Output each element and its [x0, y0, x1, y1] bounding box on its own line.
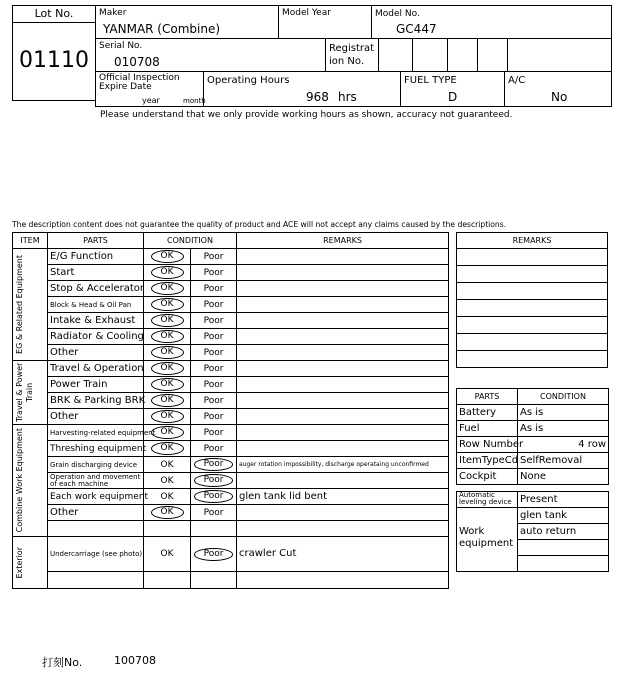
cockpit-value: None	[518, 469, 609, 485]
condition-ok-circled: OK	[151, 362, 184, 375]
part-label: Other	[48, 345, 144, 361]
item-type-label: ItemTypeCd	[457, 453, 518, 469]
maker-label: Maker	[99, 8, 127, 18]
ok-cell: OK	[144, 537, 191, 572]
poor-cell: Poor	[191, 329, 237, 345]
work-equipment-value	[518, 556, 609, 572]
year-label: year	[142, 96, 160, 105]
part-label: Travel & Operation	[48, 361, 144, 377]
month-label: month	[183, 97, 206, 105]
model-no-box	[371, 5, 612, 39]
part-label: Undercarriage (see photo)	[48, 537, 144, 572]
ok-cell	[144, 345, 191, 361]
part-label: Grain discharging device	[48, 457, 144, 473]
condition-poor-circled: Poor	[194, 458, 234, 471]
auto-leveling-value: Present	[518, 492, 609, 508]
part-label: Threshing equipment	[48, 441, 144, 457]
remark-cell	[237, 281, 449, 297]
poor-cell: Poor	[191, 425, 237, 441]
registration-cell-3	[447, 38, 478, 72]
inspection-label-2: Expire Date	[99, 82, 152, 92]
registration-cell-2	[412, 38, 448, 72]
ok-cell	[144, 409, 191, 425]
remark-cell: auger rotation impossibility, discharge operataing unconfirmed	[237, 457, 449, 473]
item-header: ITEM	[13, 233, 48, 249]
ok-cell	[144, 297, 191, 313]
part-label: Radiator & Cooling	[48, 329, 144, 345]
condition-header: CONDITION	[144, 233, 237, 249]
model-no-value: GC447	[396, 22, 437, 36]
ok-cell	[144, 249, 191, 265]
lot-label: Lot No.	[13, 6, 95, 23]
right-remark-row	[457, 266, 608, 283]
battery-value: As is	[518, 405, 609, 421]
condition-ok-circled: OK	[151, 282, 184, 295]
operating-hours-label: Operating Hours	[207, 75, 290, 86]
condition-poor-circled: Poor	[194, 490, 234, 503]
condition-poor-circled: Poor	[194, 474, 234, 487]
fuel-value: As is	[518, 421, 609, 437]
work-equipment-value: glen tank	[518, 508, 609, 524]
poor-cell	[191, 457, 237, 473]
auto-leveling-label: Automatic leveling device	[457, 492, 518, 508]
ok-cell	[144, 393, 191, 409]
part-label: BRK & Parking BRK	[48, 393, 144, 409]
cockpit-label: Cockpit	[457, 469, 518, 485]
fuel-type-box	[400, 71, 505, 107]
condition-ok-circled: OK	[151, 346, 184, 359]
poor-cell: Poor	[191, 505, 237, 521]
right-remark-row	[457, 351, 608, 368]
ok-cell	[144, 265, 191, 281]
ok-cell	[144, 313, 191, 329]
hours-unit: hrs	[338, 90, 357, 104]
model-year-label: Model Year	[282, 8, 331, 18]
part-label: Block & Head & Oil Pan	[48, 297, 144, 313]
right-remark-row	[457, 283, 608, 300]
ok-cell	[144, 572, 191, 589]
right-remark-row	[457, 317, 608, 334]
ac-value: No	[551, 90, 568, 104]
row-number-value: 4 row	[518, 437, 609, 453]
serial-box	[95, 38, 326, 72]
ac-box	[504, 71, 612, 107]
inspection-table	[12, 232, 449, 589]
remark-cell	[237, 441, 449, 457]
poor-cell	[191, 572, 237, 589]
poor-cell: Poor	[191, 249, 237, 265]
condition-ok-circled: OK	[151, 298, 184, 311]
serial-value: 010708	[114, 55, 160, 69]
category-combine: Combine Work Equipment	[13, 425, 48, 537]
parts-condition-table	[456, 388, 609, 485]
fuel-type-value: D	[448, 90, 458, 104]
part-label: E/G Function	[48, 249, 144, 265]
condition-poor-circled: Poor	[194, 548, 234, 561]
row-number-label: Row Number	[457, 437, 518, 453]
remark-cell	[237, 425, 449, 441]
remark-cell	[237, 377, 449, 393]
remark-cell: glen tank lid bent	[237, 489, 449, 505]
ok-cell	[144, 281, 191, 297]
ok-cell	[144, 329, 191, 345]
right-remarks-header: REMARKS	[457, 233, 608, 249]
category-eg: EG & Related Equipment	[13, 249, 48, 361]
poor-cell	[191, 521, 237, 537]
stamp-label: 打刻No.	[42, 656, 83, 669]
poor-cell: Poor	[191, 393, 237, 409]
ok-cell	[144, 505, 191, 521]
stamp-value: 100708	[114, 654, 156, 667]
condition-ok-circled: OK	[151, 442, 184, 455]
fuel-label: Fuel	[457, 421, 518, 437]
poor-cell: Poor	[191, 441, 237, 457]
maker-value: YANMAR (Combine)	[103, 22, 221, 36]
hours-note: Please understand that we only provide working hours as shown, accuracy not guaranteed.	[100, 110, 513, 120]
right-remark-row	[457, 334, 608, 351]
remark-cell	[237, 409, 449, 425]
right-remarks-table	[456, 232, 608, 368]
model-no-label: Model No.	[375, 9, 420, 19]
condition-ok-circled: OK	[151, 426, 184, 439]
poor-cell: Poor	[191, 265, 237, 281]
poor-cell	[191, 473, 237, 489]
parts-header: PARTS	[48, 233, 144, 249]
part-label: Power Train	[48, 377, 144, 393]
lot-number: 01110	[19, 48, 89, 73]
registration-cell-1	[378, 38, 413, 72]
remark-cell	[237, 473, 449, 489]
item-type-value: SelfRemoval	[518, 453, 609, 469]
remark-cell	[237, 329, 449, 345]
ok-cell	[144, 441, 191, 457]
work-equipment-label: Work equipment	[457, 508, 518, 572]
remarks-header: REMARKS	[237, 233, 449, 249]
poor-cell: Poor	[191, 313, 237, 329]
operating-hours-value: 968	[306, 90, 329, 104]
registration-label-box	[325, 38, 379, 72]
condition-ok-circled: OK	[151, 330, 184, 343]
part-label	[48, 572, 144, 589]
inspection-box	[95, 71, 204, 107]
poor-cell: Poor	[191, 361, 237, 377]
remark-cell	[237, 505, 449, 521]
pc-condition-header: CONDITION	[518, 389, 609, 405]
lot-box	[12, 5, 96, 101]
poor-cell: Poor	[191, 345, 237, 361]
poor-cell	[191, 537, 237, 572]
poor-cell: Poor	[191, 281, 237, 297]
poor-cell: Poor	[191, 377, 237, 393]
ok-cell	[144, 425, 191, 441]
remark-cell	[237, 345, 449, 361]
condition-ok-circled: OK	[151, 250, 184, 263]
part-label: Other	[48, 409, 144, 425]
right-remark-row	[457, 249, 608, 266]
part-label: Other	[48, 505, 144, 521]
remark-cell: crawler Cut	[237, 537, 449, 572]
pc-parts-header: PARTS	[457, 389, 518, 405]
ok-cell	[144, 521, 191, 537]
category-exterior: Exterior	[13, 537, 48, 589]
ok-cell: OK	[144, 457, 191, 473]
disclaimer: The description content does not guarantee the quality of product and ACE will not accept any claims caused by the descriptions.	[12, 220, 507, 229]
operating-hours-box	[203, 71, 401, 107]
ok-cell: OK	[144, 489, 191, 505]
remark-cell	[237, 361, 449, 377]
part-label: Operation and movement of each machine	[48, 473, 144, 489]
remark-cell	[237, 249, 449, 265]
category-travel: Travel & Power Train	[13, 361, 48, 425]
work-equipment-value: auto return	[518, 524, 609, 540]
part-label: Stop & Accelerator	[48, 281, 144, 297]
remark-cell	[237, 265, 449, 281]
poor-cell	[191, 489, 237, 505]
inspection-label: Official Inspection	[99, 73, 180, 83]
right-remark-row	[457, 300, 608, 317]
condition-ok-circled: OK	[151, 378, 184, 391]
part-label	[48, 521, 144, 537]
poor-cell: Poor	[191, 297, 237, 313]
fuel-type-label: FUEL TYPE	[404, 75, 457, 86]
part-label: Start	[48, 265, 144, 281]
equipment-table	[456, 491, 609, 572]
ac-label: A/C	[508, 75, 526, 86]
registration-cell-4	[477, 38, 508, 72]
remark-cell	[237, 572, 449, 589]
battery-label: Battery	[457, 405, 518, 421]
serial-label: Serial No.	[99, 41, 143, 51]
ok-cell: OK	[144, 473, 191, 489]
remark-cell	[237, 521, 449, 537]
maker-box	[95, 5, 279, 39]
ok-cell	[144, 361, 191, 377]
part-label: Intake & Exhaust	[48, 313, 144, 329]
condition-ok-circled: OK	[151, 314, 184, 327]
condition-ok-circled: OK	[151, 506, 184, 519]
part-label: Each work equipment	[48, 489, 144, 505]
model-year-box	[278, 5, 372, 39]
registration-label: Registrat ion No.	[329, 43, 375, 67]
poor-cell: Poor	[191, 409, 237, 425]
condition-ok-circled: OK	[151, 266, 184, 279]
condition-ok-circled: OK	[151, 410, 184, 423]
remark-cell	[237, 297, 449, 313]
remark-cell	[237, 313, 449, 329]
registration-cell-5	[507, 38, 612, 72]
remark-cell	[237, 393, 449, 409]
part-label: Harvesting-related equipment	[48, 425, 144, 441]
condition-ok-circled: OK	[151, 394, 184, 407]
work-equipment-value	[518, 540, 609, 556]
ok-cell	[144, 377, 191, 393]
